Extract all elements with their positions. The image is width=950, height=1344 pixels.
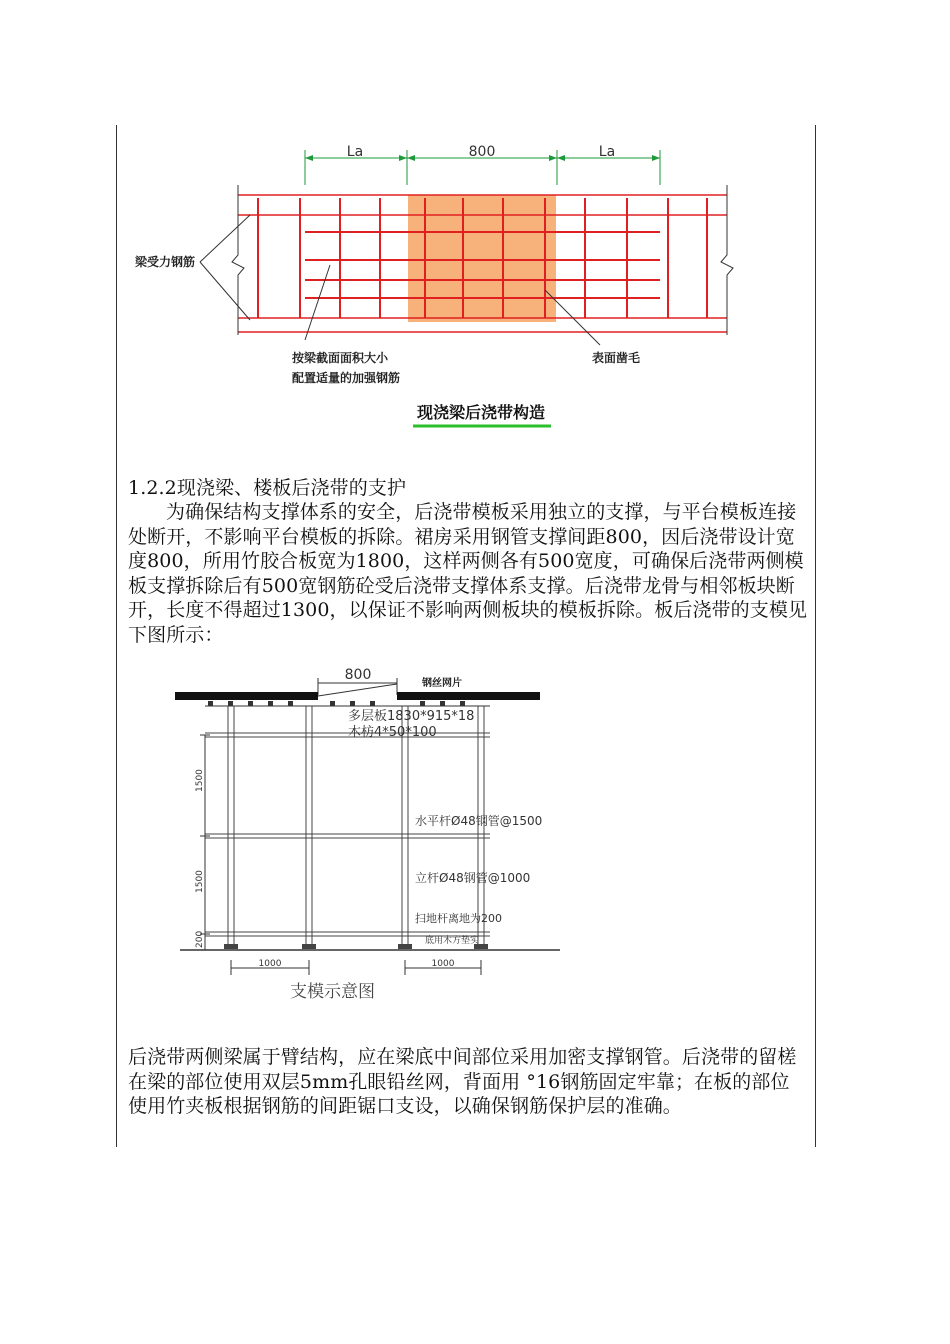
figure2-caption: 支模示意图 (290, 982, 375, 1002)
label-horizontal-bar: 水平杆Ø48钢管@1500 (415, 814, 543, 828)
label-plywood: 多层板1830*915*18 (348, 709, 475, 724)
paragraph-beam-support: 后浇带两侧梁属于臂结构，应在梁底中间部位采用加密支撑钢管。后浇带的留槎在梁的部位使用双层5mm孔眼铅丝网，背面用 °16钢筋固定牢靠；在板的部位使用竹夹板根据钢筋的间距锯口支设，以确保钢筋保护层的准确。 (128, 1046, 797, 1117)
label-add-rebar-line1: 按梁截面面积大小 (292, 351, 389, 365)
dim-1000-left: 1000 (258, 959, 282, 969)
dim-1000-right: 1000 (431, 959, 455, 969)
label-vertical-post: 立杆Ø48钢管@1000 (415, 871, 531, 885)
label-surface-rough: 表面凿毛 (592, 351, 641, 365)
slab-right (397, 692, 540, 700)
section-heading: 1.2.2现浇梁、楼板后浇带的支护 (128, 477, 407, 499)
dim-200: 200 (195, 930, 205, 948)
formwork-support-diagram (160, 660, 560, 1010)
dim-800: 800 (344, 667, 372, 683)
label-wire-mesh: 钢丝网片 (422, 678, 462, 689)
horizontal-bars (205, 733, 490, 936)
label-add-rebar-line2: 配置适量的加强钢筋 (292, 371, 401, 385)
label-base-pad: 底用木方垫实 (425, 936, 480, 946)
label-sweep-bar: 扫地杆离地为200 (415, 912, 502, 925)
post-pour-beam-diagram (117, 130, 817, 430)
dim-1500-upper: 1500 (195, 769, 205, 792)
dim-1500-lower: 1500 (195, 870, 205, 893)
slab-left (175, 692, 318, 700)
label-timber: 木枋4*50*100 (348, 725, 437, 740)
dim-label-la-left: La (346, 144, 364, 160)
dim-label-la-right: La (598, 144, 616, 160)
label-beam-rebar: 梁受力钢筋 (135, 255, 196, 269)
post-pour-band (408, 195, 556, 322)
figure1-caption: 现浇梁后浇带构造 (417, 403, 546, 422)
dim-label-800: 800 (468, 144, 496, 160)
paragraph-support-method: 为确保结构支撑体系的安全，后浇带模板采用独立的支撑，与平台模板连接处断开，不影响平台模板的拆除。裙房采用钢管支撑间距800，因后浇带设计宽度800，所用竹胶合板宽为1800，这样两侧各有500宽度，可确保后浇带两侧模板支撑拆除后有500宽钢筋砼受后浇带支撑体系支撑。后浇带龙骨与相邻板块断开，长度不得超过1300，以保证不影响两侧板块的模板拆除。板后浇带的支模见下图所示： (128, 501, 808, 646)
